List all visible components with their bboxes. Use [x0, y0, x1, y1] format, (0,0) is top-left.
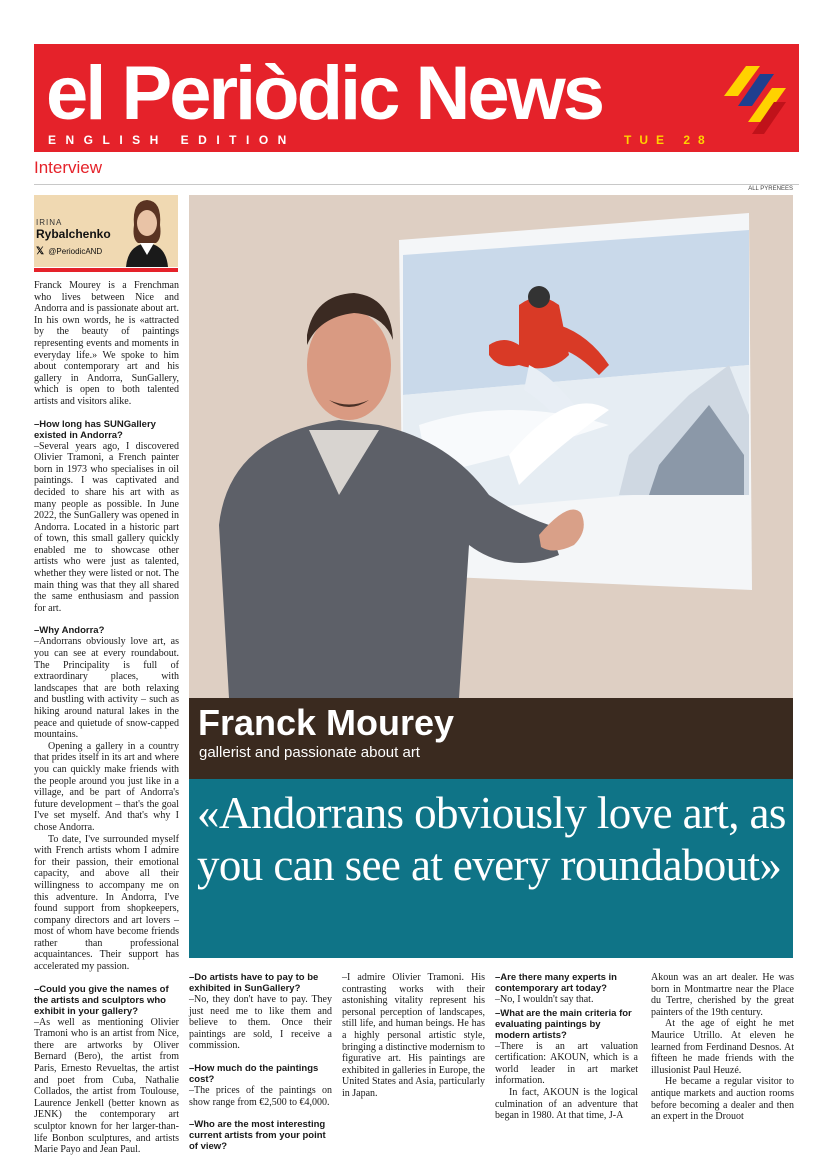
- edition-label: ENGLISH EDITION: [48, 133, 296, 147]
- answer: To date, I've surrounded myself with French artists whom I admire for their passion, their emotional capacity, and above all their willingness to accompany me on this adventure. In Andorra, I've found support from shopkeepers, company directors and art lovers – most of whom have become friends rather than professional acquaintances. Their support has accelerated my passion.: [34, 833, 179, 973]
- x-logo-icon: 𝕏: [36, 246, 45, 257]
- answer: –As well as mentioning Olivier Tramoni who is an artist from Nice, there are artworks by Oliver Bernard (Bero), the artist from Paris, Ernesto Revueltas, the artist and poet from Cuba, Nathalie Collados, the artist from Toulouse, Laurence Jenkell (better known as JENK) the contemporary art sculptor known for her larger-than-life Bonbon sculptures, and artists Marie Payo and Jean Paul.: [34, 1016, 179, 1156]
- answer: –I admire Olivier Tramoni. His contrasting works with their astonishing vitality represent his personal perception of landscapes, still life, and human beings. He has a highly personal artistic style, bringing a distinctive modernism to figurative art. His paintings are exhibited in galleries in Europe, the United States and Asia, particularly in Japan.: [342, 972, 485, 1099]
- article-photo: [189, 195, 793, 698]
- author-avatar: [116, 195, 178, 267]
- question: –Are there many experts in contemporary art today?: [495, 972, 617, 994]
- answer: –No, I wouldn't say that.: [495, 994, 594, 1005]
- author-social[interactable]: [36, 246, 102, 257]
- section-divider: [34, 184, 799, 185]
- question: –What are the main criteria for evaluating paintings by modern artists?: [495, 1007, 632, 1041]
- masthead-title: el Periòdic News: [46, 51, 603, 136]
- answer: He became a regular visitor to antique markets and auction rooms before becoming a dealer and then an expert in the Drouot: [651, 1076, 794, 1123]
- answer: –Several years ago, I discovered Olivier Tramoni, a French painter born in 1973 who specialises in oil paintings. I was captivated and decided to share his art with as many people as possible. In June 2022, the SunGallery was opened in Andorra. Located in a historic part of town, this small gallery quickly enabled me to showcase other artists who were just as talented, whether they were listed or not. The main thing was that they all shared the same enthusiasm and passion for art.: [34, 440, 179, 614]
- author-accent-bar: [34, 268, 178, 272]
- brand-stripes-icon: [722, 66, 786, 138]
- interviewee-name: Franck Mourey: [198, 702, 455, 743]
- masthead: [34, 44, 799, 152]
- question: –Why Andorra?: [34, 625, 105, 637]
- answer: –No, they don't have to pay. They just need me to like them and believe to them. Once their paintings are sold, I receive a commission.: [189, 994, 332, 1052]
- article-column-5: [651, 972, 794, 1123]
- question: –Who are the most interesting current artists from your point of view?: [189, 1119, 326, 1153]
- author-last-name: Rybalchenko: [36, 227, 111, 241]
- author-handle: @PeriodicAND: [48, 247, 103, 256]
- answer: Akoun was an art dealer. He was born in Montmartre near the Place du Tertre, cherished by the great painters of the 19th century.: [651, 972, 794, 1018]
- photo-credit: ALL PYRENEES: [748, 186, 793, 192]
- question: –How long has SUNGallery existed in Andorra?: [34, 418, 156, 441]
- article-column-3: [342, 972, 485, 1100]
- article-column-2: [189, 972, 332, 1152]
- question: –Do artists have to pay to be exhibited in SunGallery?: [189, 972, 319, 994]
- question: –How much do the paintings cost?: [189, 1062, 319, 1085]
- answer: At the age of eight he met Maurice Utrillo. At eleven he learned from Ferdinand Desnos. At fifteen he made friends with the illusionist Paul Heuzé.: [651, 1018, 794, 1076]
- gallerist-with-painting-image: [189, 195, 793, 698]
- question: –Could you give the names of the artists and sculptors who exhibit in your gallery?: [34, 983, 169, 1017]
- author-first-name: IRINA: [36, 218, 63, 227]
- author-card: [34, 195, 178, 267]
- answer: –The prices of the paintings on show range from €2,500 to €4,000.: [189, 1084, 332, 1108]
- issue-date: TUE 28: [624, 133, 713, 147]
- pull-quote: «Andorrans obviously love art, as you can see at every roundabout»: [197, 788, 786, 890]
- name-band: [189, 698, 793, 779]
- interviewee-subtitle: gallerist and passionate about art: [199, 744, 420, 761]
- answer: –Andorrans obviously love art, as you can see at every roundabout. The Principality is full of extraordinary places, with landscapes that are both relaxing and bustling with activity – such as hiking around natural lakes in the peace and quietude of snow-capped mountains.: [34, 636, 179, 741]
- article-intro: Franck Mourey is a Frenchman who lives between Nice and Andorra and is passionate about art. In his own words, he is «attracted by the beauty of paintings representing events and moments in everyday life.» We spoke to him about contemporary art and his gallery in Andorra, SunGallery, which is open to both talented artists and visitors alike.: [34, 280, 179, 407]
- pull-quote-band: [189, 779, 793, 958]
- section-label: Interview: [34, 158, 103, 177]
- answer: In fact, AKOUN is the logical culmination of an adventure that began in 1980. At that time, J-A: [495, 1086, 638, 1122]
- answer: Opening a gallery in a country that prides itself in its art and where you can quickly make friends with the people around you just like in a village, and be part of Andorra's future development – that's the goal I've set myself. And that's why I chose Andorra.: [34, 740, 179, 833]
- answer: –There is an art valuation certification: AKOUN, which is a world leader in art market information.: [495, 1040, 638, 1087]
- article-column-1: [34, 280, 179, 1156]
- article-column-4: [495, 972, 638, 1122]
